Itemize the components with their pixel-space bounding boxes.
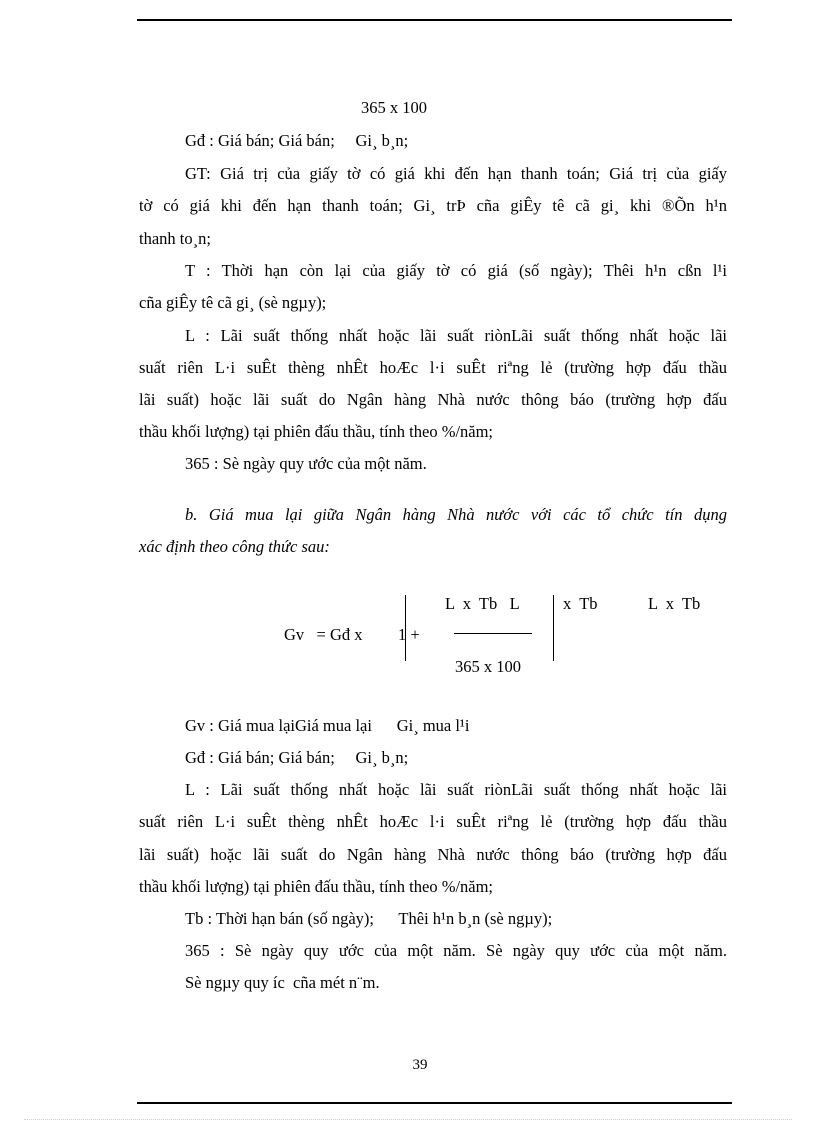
formula-one-plus: 1 + [398, 625, 420, 644]
definition-gv: Gv : Giá mua lạiGiá mua lại Gi¸ mua l¹i [185, 716, 470, 735]
section-b-heading-cont: xác định theo công thức sau: [139, 537, 330, 556]
formula-trailing: L x Tb [648, 594, 701, 613]
definition-t: T : Thời hạn còn lại của giấy tờ có giá (số ngày); Thêi h¹n cßn l¹i [185, 261, 727, 280]
definition-365-2: 365 : Sè ngày quy ước của một năm. Sè ngày quy ước của một năm. [185, 941, 727, 960]
page-number: 39 [412, 1057, 428, 1073]
definition-l-2-cont3: thầu khối lượng) tại phiên đấu thầu, tính theo %/năm; [139, 877, 494, 896]
definition-gd-2: Gđ : Giá bán; Giá bán; Gi¸ b¸n; [185, 748, 409, 767]
formula-numerator: L x Tb L [445, 594, 520, 613]
header-rule [137, 19, 732, 21]
definition-l-cont2: lãi suất) hoặc lãi suất do Ngân hàng Nhà nước thông báo (trường hợp đấu [139, 390, 727, 409]
definition-365-2-cont: Sè ngµy quy íc cña mét n¨m. [185, 973, 380, 992]
formula-denominator: 365 x 100 [455, 657, 521, 676]
formula-times-tb: x Tb [563, 594, 598, 613]
definition-tb: Tb : Thời hạn bán (số ngày); Thêi h¹n b¸n (sè ngµy); [185, 909, 553, 928]
definition-l-2: L : Lãi suất thống nhất hoặc lãi suất riònLãi suất thống nhất hoặc lãi [185, 780, 727, 799]
definition-gt-cont: tờ có giá khi đến hạn thanh toán; Gi¸ trÞ cña giÊy tê cã gi¸ khi ®Õn h¹n [139, 196, 727, 215]
formula-right-bracket [553, 595, 554, 661]
definition-gd: Gđ : Giá bán; Giá bán; Gi¸ b¸n; [185, 131, 409, 150]
footer-rule [137, 1102, 732, 1104]
definition-gt-end: thanh to¸n; [139, 229, 211, 248]
formula-denominator-top: 365 x 100 [361, 98, 427, 117]
definition-t-cont: cña giÊy tê cã gi¸ (sè ngµy); [139, 293, 327, 312]
definition-gt: GT: Giá trị của giấy tờ có giá khi đến hạn thanh toán; Giá trị của giấy [185, 164, 727, 183]
fraction-bar [454, 633, 532, 634]
definition-365: 365 : Sè ngày quy ước của một năm. [185, 454, 427, 473]
section-b-heading: b. Giá mua lại giữa Ngân hàng Nhà nước với các tổ chức tín dụng [185, 505, 727, 524]
formula-lhs: Gv = Gđ x [284, 625, 363, 644]
definition-l: L : Lãi suất thống nhất hoặc lãi suất riònLãi suất thống nhất hoặc lãi [185, 326, 727, 345]
definition-l-cont1: suất riên L·i suÊt thèng nhÊt hoÆc l·i suÊt riªng lẻ (trường hợp đấu thầu [139, 358, 727, 377]
definition-l-2-cont1: suất riên L·i suÊt thèng nhÊt hoÆc l·i suÊt riªng lẻ (trường hợp đấu thầu [139, 812, 727, 831]
page-edge-dots [24, 1119, 792, 1120]
definition-l-cont3: thầu khối lượng) tại phiên đấu thầu, tính theo %/năm; [139, 422, 494, 441]
definition-l-2-cont2: lãi suất) hoặc lãi suất do Ngân hàng Nhà nước thông báo (trường hợp đấu [139, 845, 727, 864]
